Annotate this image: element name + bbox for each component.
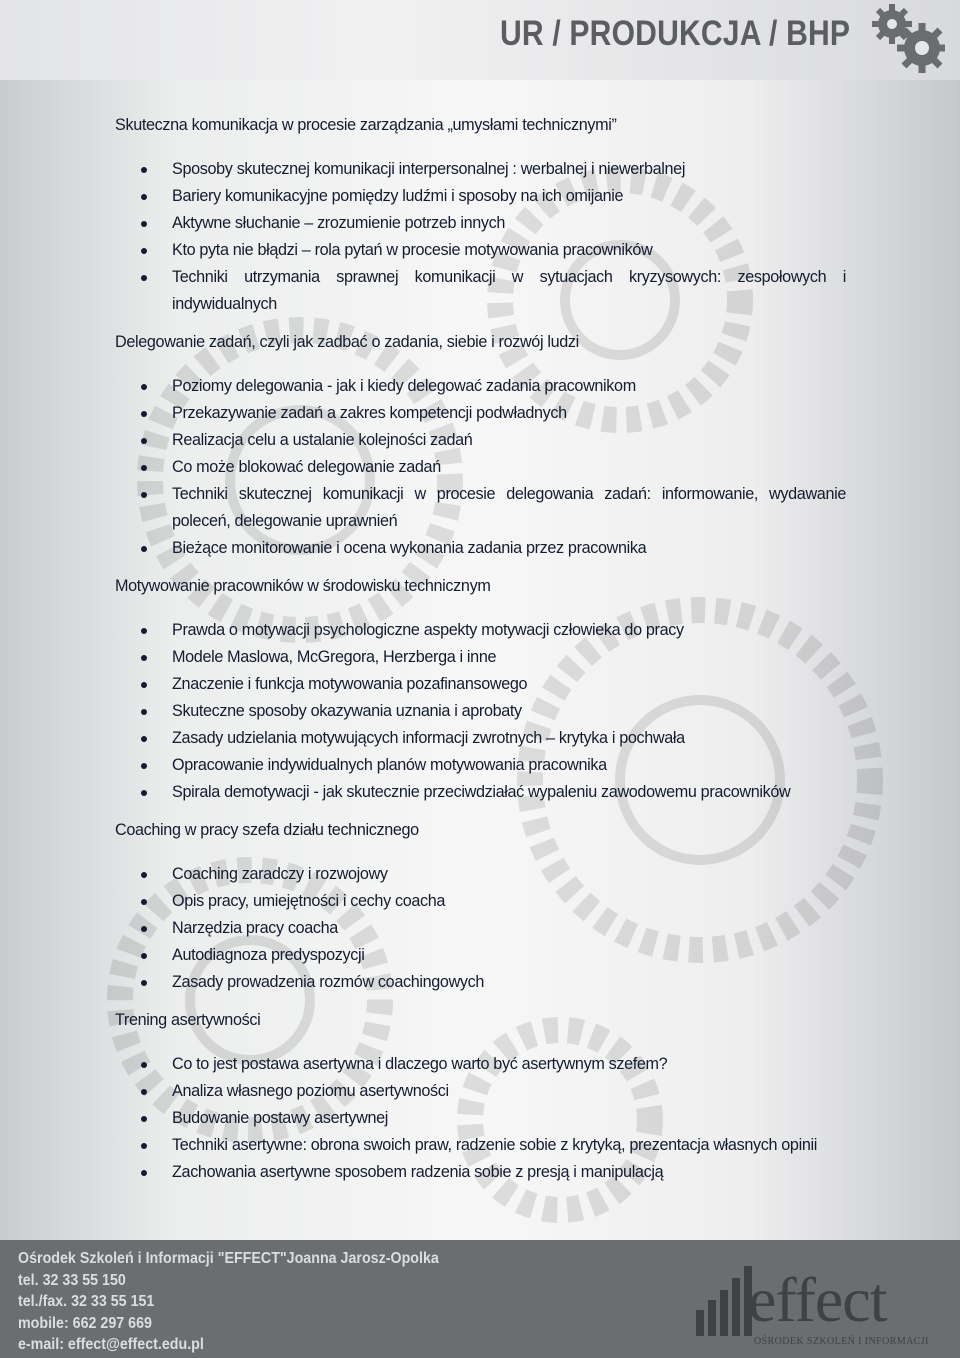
list-item: Analiza własnego poziomu asertywności — [115, 1078, 846, 1105]
bullet-icon — [141, 872, 147, 878]
section-title: Coaching w pracy szefa działu technicznego — [115, 821, 419, 839]
section-delegation — [115, 329, 846, 562]
bullet-icon — [141, 384, 147, 390]
bullet-icon — [141, 790, 147, 796]
bullet-icon — [141, 980, 147, 986]
list-item: Budowanie postawy asertywnej — [115, 1105, 846, 1132]
list-item: Realizacja celu a ustalanie kolejności zadań — [115, 427, 846, 454]
effect-logo — [690, 1260, 940, 1356]
bullet-icon — [141, 438, 147, 444]
list-item: Sposoby skutecznej komunikacji interpersonalnej : werbalnej i niewerbalnej — [115, 156, 846, 183]
bullet-icon — [141, 194, 147, 200]
section-title: Trening asertywności — [115, 1011, 261, 1029]
section-assertiveness — [115, 1007, 846, 1186]
bullet-icon — [141, 682, 147, 688]
mobile-number: mobile: 662 297 669 — [18, 1314, 152, 1332]
bullet-list — [115, 861, 846, 996]
bullet-icon — [141, 953, 147, 959]
bullet-icon — [141, 763, 147, 769]
list-item: Bariery komunikacyjne pomiędzy ludźmi i sposoby na ich omijanie — [115, 183, 846, 210]
bullet-icon — [141, 248, 147, 254]
list-item: Zasady prowadzenia rozmów coachingowych — [115, 969, 846, 996]
header-title: UR / PRODUKCJA / BHP — [499, 14, 850, 53]
bullet-icon — [141, 736, 147, 742]
bullet-icon — [141, 709, 147, 715]
list-item: Autodiagnoza predyspozycji — [115, 942, 846, 969]
bullet-icon — [141, 1143, 147, 1149]
bullet-icon — [141, 1170, 147, 1176]
bullet-list — [115, 373, 846, 562]
bullet-list — [115, 1051, 846, 1186]
bullet-icon — [141, 899, 147, 905]
org-name: Ośrodek Szkoleń i Informacji "EFFECT"Joanna Jarosz-Opolka — [18, 1250, 439, 1267]
list-item: Poziomy delegowania - jak i kiedy delegować zadania pracownikom — [115, 373, 846, 400]
list-item: Opracowanie indywidualnych planów motywowania pracownika — [115, 752, 846, 779]
fax-number: tel./fax. 32 33 55 151 — [18, 1293, 155, 1310]
list-item: Skuteczne sposoby okazywania uznania i aprobaty — [115, 698, 846, 725]
list-item: Zasady udzielania motywujących informacji zwrotnych – krytyka i pochwała — [115, 725, 846, 752]
bullet-icon — [141, 1116, 147, 1122]
gears-icon — [866, 2, 946, 76]
bullet-icon — [141, 465, 147, 471]
list-item: Modele Maslowa, McGregora, Herzberga i inne — [115, 644, 846, 671]
bullet-icon — [141, 546, 147, 552]
page-footer — [0, 1240, 960, 1358]
bullet-icon — [141, 1089, 147, 1095]
bullet-icon — [141, 167, 147, 173]
bullet-icon — [141, 411, 147, 417]
training-program — [115, 112, 846, 1197]
list-item: Co to jest postawa asertywna i dlaczego warto być asertywnym szefem? — [115, 1051, 846, 1078]
logo-tagline: OŚRODEK SZKOLEŃ I INFORMACJI — [754, 1336, 929, 1347]
section-title: Motywowanie pracowników w środowisku technicznym — [115, 577, 491, 595]
bullet-icon — [141, 926, 147, 932]
page-header — [0, 0, 960, 80]
list-item: Bieżące monitorowanie i ocena wykonania zadania przez pracownika — [115, 535, 846, 562]
bullet-icon — [141, 655, 147, 661]
bullet-icon — [141, 492, 147, 498]
list-item: Przekazywanie zadań a zakres kompetencji podwładnych — [115, 400, 846, 427]
list-item: Narzędzia pracy coacha — [115, 915, 846, 942]
section-title: Delegowanie zadań, czyli jak zadbać o zadania, siebie i rozwój ludzi — [115, 333, 579, 351]
bullet-icon — [141, 275, 147, 281]
list-item: Opis pracy, umiejętności i cechy coacha — [115, 888, 846, 915]
section-motivation — [115, 573, 846, 806]
bullet-icon — [141, 628, 147, 634]
bullet-icon — [141, 1062, 147, 1068]
section-communication — [115, 112, 846, 318]
list-item: Kto pyta nie błądzi – rola pytań w procesie motywowania pracowników — [115, 237, 846, 264]
section-title: Skuteczna komunikacja w procesie zarządzania „umysłami technicznymi” — [115, 116, 617, 134]
phone-number: tel. 32 33 55 150 — [18, 1271, 126, 1289]
list-item: Coaching zaradczy i rozwojowy — [115, 861, 846, 888]
list-item: Techniki asertywne: obrona swoich praw, radzenie sobie z krytyką, prezentacja własnych opinii — [115, 1132, 846, 1159]
list-item: Techniki skutecznej komunikacji w procesie delegowania zadań: informowanie, wydawanie poleceń, delegowanie uprawnień — [115, 481, 846, 535]
list-item: Zachowania asertywne sposobem radzenia sobie z presją i manipulacją — [115, 1159, 846, 1186]
bullet-list — [115, 617, 846, 806]
list-item: Znaczenie i funkcja motywowania pozafinansowego — [115, 671, 846, 698]
bullet-list — [115, 156, 846, 318]
list-item: Co może blokować delegowanie zadań — [115, 454, 846, 481]
logo-wordmark: effect — [748, 1264, 887, 1335]
contact-info — [18, 1248, 475, 1356]
list-item: Prawda o motywacji psychologiczne aspekty motywacji człowieka do pracy — [115, 617, 846, 644]
bullet-icon — [141, 221, 147, 227]
email-address: e-mail: effect@effect.edu.pl — [18, 1336, 204, 1353]
list-item: Aktywne słuchanie – zrozumienie potrzeb innych — [115, 210, 846, 237]
section-coaching — [115, 817, 846, 996]
list-item: Techniki utrzymania sprawnej komunikacji w sytuacjach kryzysowych: zespołowych i indywidualnych — [115, 264, 846, 318]
list-item: Spirala demotywacji - jak skutecznie przeciwdziałać wypaleniu zawodowemu pracowników — [115, 779, 846, 806]
